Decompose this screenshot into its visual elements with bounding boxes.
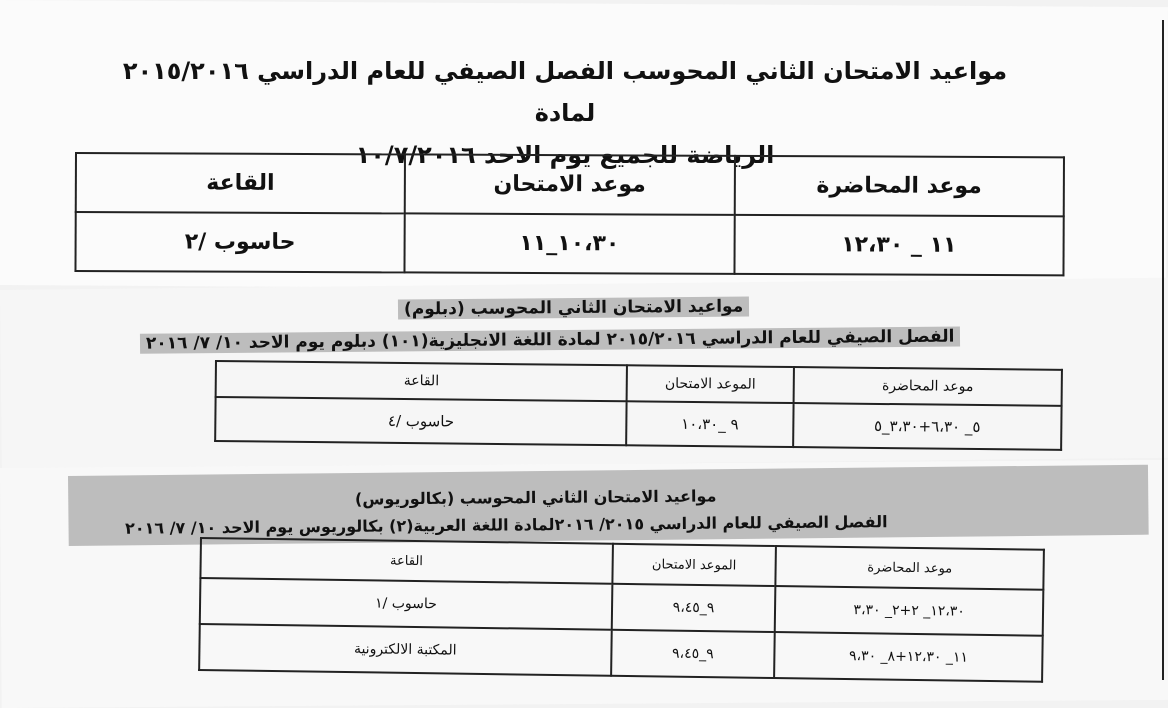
section3-table: [198, 537, 1045, 683]
cell-room: حاسوب /١: [200, 578, 612, 630]
section2-title-line2: الفصل الصيفي للعام الدراسي ٢٠١٥/٢٠١٦ لمادة اللغة الانجليزية(١٠١) دبلوم يوم الاحد ١٠/ ٧/ ٢٠١٦: [140, 326, 990, 353]
cell-exam-time: ٩ _١٠،٣٠: [626, 401, 793, 447]
cell-room: حاسوب /٢: [75, 212, 404, 272]
header-exam-time: الموعد الامتحان: [627, 365, 794, 403]
header-room: القاعة: [76, 153, 405, 213]
table-header-row: [76, 153, 1064, 216]
cell-room: المكتبة الالكترونية: [199, 624, 611, 676]
header-lecture-time: موعد المحاضرة: [734, 156, 1064, 216]
table-row: [75, 212, 1063, 275]
table-row: [215, 397, 1061, 450]
header-exam-time: موعد الامتحان: [405, 154, 735, 214]
scan-edge-line: [1162, 20, 1164, 680]
section3-title-line1: مواعيد الامتحان الثاني المحوسب (بكالوريوس): [354, 486, 717, 509]
cell-room: حاسوب /٤: [215, 397, 627, 445]
cell-lecture-time: ١٢،٣٠_ ٢+٢_ ٣،٣٠: [775, 586, 1043, 636]
cell-exam-time: ١٠،٣٠_١١: [405, 213, 735, 273]
section2-table: [214, 360, 1063, 451]
section1-table: [74, 152, 1065, 276]
cell-lecture-time: ٥_ ٦،٣٠+٣،٣٠_٥: [793, 403, 1062, 450]
cell-exam-time: ٩_٩،٤٥: [611, 584, 775, 632]
section2-title-line1: مواعيد الامتحان الثاني المحوسب (دبلوم): [398, 296, 749, 319]
header-room: القاعة: [200, 538, 612, 584]
header-room: القاعة: [216, 361, 628, 401]
section3-title-line2: الفصل الصيفي للعام الدراسي ٢٠١٥/ ٢٠١٦لمادة اللغة العربية(٢) بكالوريوس يوم الاحد ١٠/ ٧/ ٢٠١٦: [124, 512, 888, 538]
cell-lecture-time: ١١ _ ١٢،٣٠: [734, 215, 1064, 275]
header-lecture-time: موعد المحاضرة: [776, 546, 1044, 590]
section1-title-line1: مواعيد الامتحان الثاني المحوسب الفصل الصيفي للعام الدراسي ٢٠١٥/٢٠١٦ لمادة: [122, 57, 1008, 127]
section1-title-line2: الرياضة للجميع يوم الاحد ١٠/٧/٢٠١٦: [355, 141, 775, 169]
cell-lecture-time: ١١_ ١٢،٣٠+٨_ ٩،٣٠: [774, 632, 1042, 682]
cell-exam-time: ٩_٩،٤٥: [611, 630, 775, 678]
header-exam-time: الموعد الامتحان: [612, 544, 776, 586]
header-lecture-time: موعد المحاضرة: [793, 367, 1062, 406]
